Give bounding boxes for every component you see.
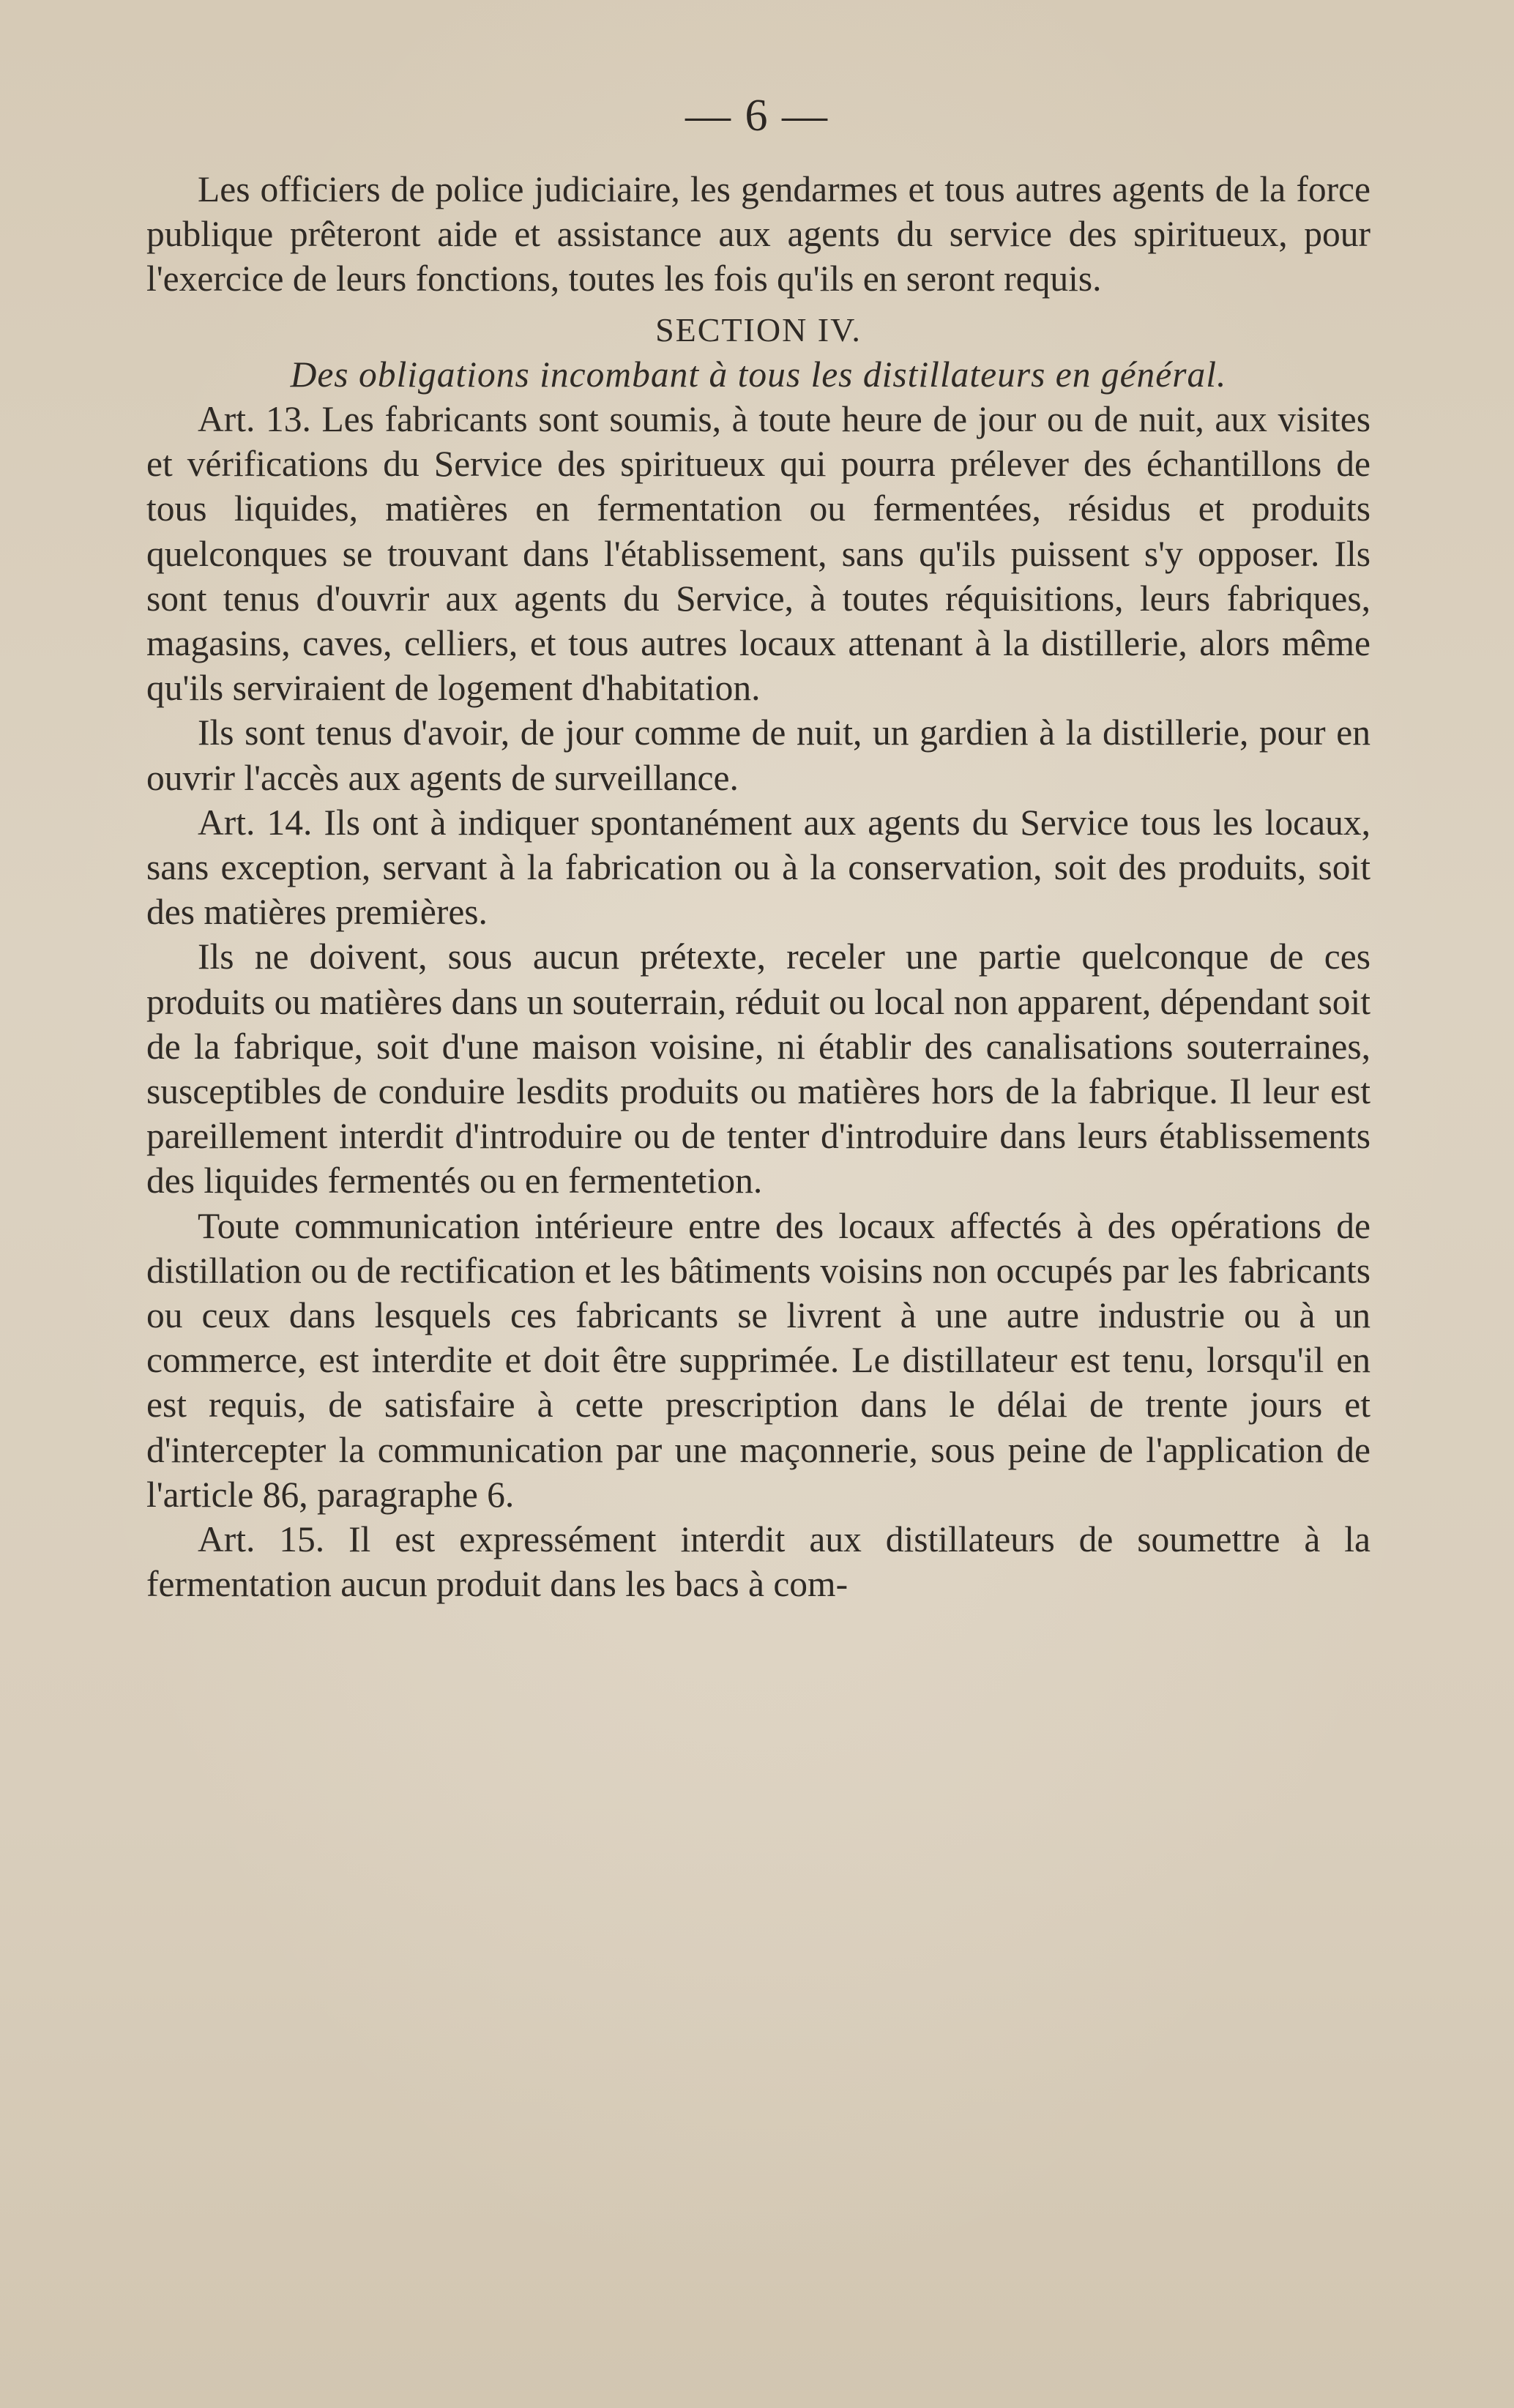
section-heading: SECTION IV. [655,310,862,348]
section-subtitle: Des obligations incombant à tous les distillateurs en général. [290,354,1227,395]
body-text [146,167,1371,1607]
paragraph-art-14: Art. 14. Ils ont à indiquer spontanément aux agents du Service tous les locaux, sans exception, servant à la fabrication ou à la conservation, soit des produits, soit des matières premières. [146,802,1371,933]
paragraph-police-assistance: Les officiers de police judiciaire, les gendarmes et tous autres agents de la force publique prêteront aide et assistance aux agents du service des spiritueux, pour l'exercice de leurs fonctions, toutes les fois qu'ils en seront requis. [146,169,1371,299]
paragraph-receler: Ils ne doivent, sous aucun prétexte, receler une partie quelconque de ces produits ou matières dans un souterrain, réduit ou local non apparent, dépendant soit de la fabrique, soit d'une maison voisine, ni établir des canalisations souterraines, susceptibles de conduire lesdits produits ou matières hors de la fabrique. Il leur est pareillement interdit d'introduire ou de tenter d'introduire dans leurs établissements des liquides fermentés ou en fermentetion. [146,936,1371,1201]
paragraph-art-15: Art. 15. Il est expressément interdit aux distillateurs de soumettre à la fermentation aucun produit dans les bacs à com- [146,1519,1371,1605]
paragraph-communication: Toute communication intérieure entre des locaux affectés à des opérations de distillation ou de rectification et les bâtiments voisins non occupés par les fabricants ou ceux dans lesquels ces fabricants se livrent à une autre industrie ou à un commerce, est interdite et doit être supprimée. Le distillateur est tenu, lorsqu'il en est requis, de satisfaire à cette prescription dans le délai de trente jours et d'intercepter la communication par une maçonnerie, sous peine de l'application de l'article 86, paragraphe 6. [146,1205,1371,1515]
paragraph-gardien: Ils sont tenus d'avoir, de jour comme de nuit, un gardien à la distillerie, pour en ouvrir l'accès aux agents de surveillance. [146,712,1371,798]
page-number: — 6 — [685,91,829,141]
paragraph-art-13: Art. 13. Les fabricants sont soumis, à toute heure de jour ou de nuit, aux visites et vérifications du Service des spiritueux qui pourra prélever des échantillons de tous liquides, matières en fermentation ou fermentées, résidus et produits quelconques se trouvant dans l'établissement, sans qu'ils puissent s'y opposer. Ils sont tenus d'ouvrir aux agents du Service, à toutes réquisitions, leurs fabriques, magasins, caves, celliers, et tous autres locaux attenant à la distillerie, alors même qu'ils serviraient de logement d'habitation. [146,399,1371,709]
